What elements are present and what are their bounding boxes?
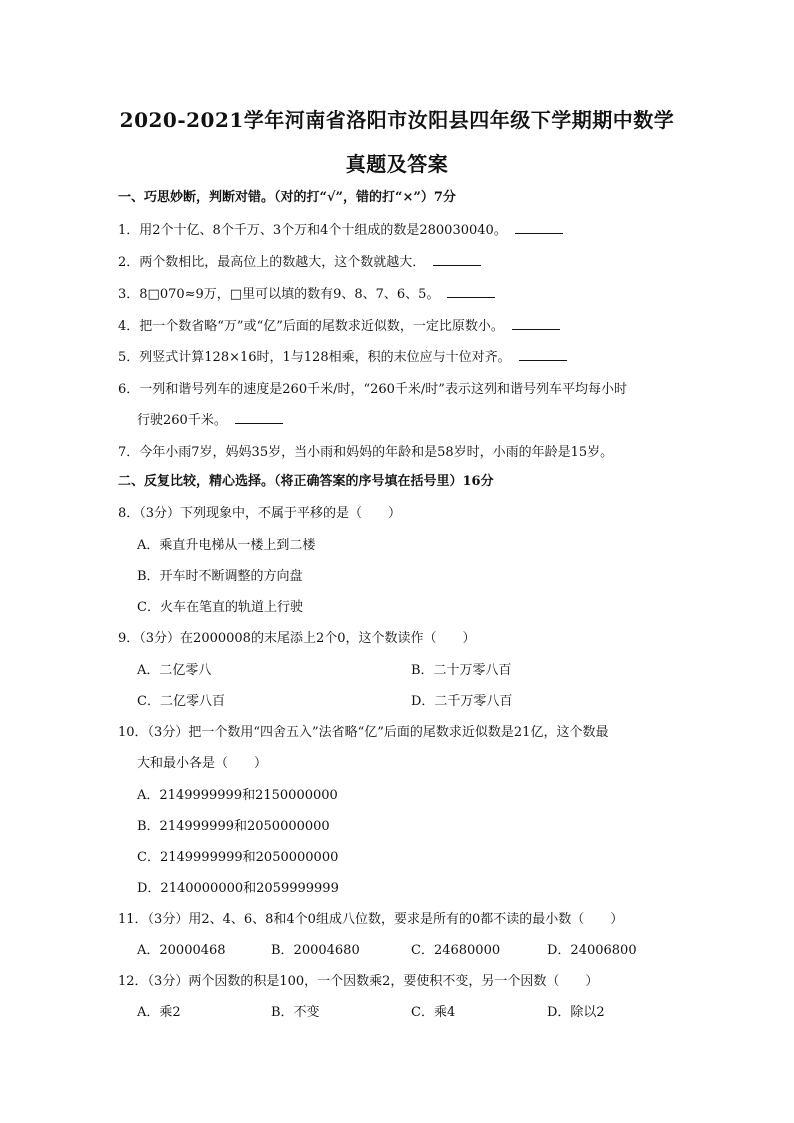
question-8-option-c: C．火车在笔直的轨道上行驶 bbox=[137, 600, 303, 615]
question-11-option-c: C．24680000 bbox=[411, 943, 501, 958]
question-11-option-a: A．20000468 bbox=[137, 943, 226, 958]
question-6-line-2 bbox=[137, 409, 283, 428]
question-10-option-d: D．2140000000和2059999999 bbox=[137, 881, 339, 896]
page-title-line-1: 2020-2021学年河南省洛阳市汝阳县四年级下学期期中数学 bbox=[119, 108, 675, 132]
question-12-option-c: C．乘4 bbox=[411, 1005, 456, 1020]
question-1 bbox=[118, 219, 563, 238]
question-12-option-a: A．乘2 bbox=[137, 1005, 181, 1020]
question-4 bbox=[118, 315, 560, 334]
question-5-text: 5．列竖式计算128×16时，1与128相乘，积的末位应与十位对齐。 bbox=[118, 350, 511, 365]
question-6-line-1: 6．一列和谐号列车的速度是260千米/时，“260千米/时”表示这列和谐号列车平均每小时 bbox=[118, 382, 627, 397]
answer-blank bbox=[515, 221, 563, 234]
question-11-option-b: B．20004680 bbox=[271, 943, 360, 958]
question-10-option-a: A．2149999999和2150000000 bbox=[137, 788, 338, 803]
question-10-option-c: C．2149999999和2050000000 bbox=[137, 850, 339, 865]
question-12-option-d: D．除以2 bbox=[547, 1005, 605, 1020]
question-1-text: 1．用2个十亿、8个千万、3个万和4个十组成的数是280030040。 bbox=[118, 223, 507, 238]
question-9-option-d: D．二千万零八百 bbox=[411, 694, 513, 709]
section-1-heading: 一、巧思妙断，判断对错。（对的打“√”，错的打“×”）7分 bbox=[118, 190, 456, 205]
question-9-option-a: A．二亿零八 bbox=[137, 663, 212, 678]
question-6-text: 行驶260千米。 bbox=[137, 413, 227, 428]
question-7: 7．今年小雨7岁，妈妈35岁，当小雨和妈妈的年龄和是58岁时，小雨的年龄是15岁。 bbox=[118, 445, 614, 460]
question-8-option-b: B．开车时不断调整的方向盘 bbox=[137, 569, 303, 584]
answer-blank bbox=[519, 348, 567, 361]
question-8: 8．（3分）下列现象中，不属于平移的是（ ） bbox=[118, 506, 402, 521]
question-9-option-c: C．二亿零八百 bbox=[137, 694, 225, 709]
question-12-option-b: B．不变 bbox=[271, 1005, 320, 1020]
answer-blank bbox=[433, 253, 481, 266]
section-2-heading: 二、反复比较，精心选择。（将正确答案的序号填在括号里）16分 bbox=[118, 474, 494, 489]
question-10-line-1: 10．（3分）把一个数用“四舍五入”法省略“亿”后面的尾数求近似数是21亿，这个数最 bbox=[118, 725, 609, 740]
page-title-line-2: 真题及答案 bbox=[345, 152, 449, 176]
question-12: 12．（3分）两个因数的积是100，一个因数乘2，要使积不变，另一个因数（ ） bbox=[118, 974, 599, 989]
question-8-option-a: A．乘直升电梯从一楼上到二楼 bbox=[137, 538, 316, 553]
question-2-text: 2．两个数相比，最高位上的数越大，这个数就越大． bbox=[118, 255, 426, 270]
question-10-option-b: B．214999999和2050000000 bbox=[137, 819, 330, 834]
question-11: 11．（3分）用2、4、6、8和4个0组成八位数，要求是所有的0都不读的最小数（ ） bbox=[118, 912, 624, 927]
question-9-option-b: B．二十万零八百 bbox=[411, 663, 512, 678]
question-2 bbox=[118, 251, 481, 270]
question-5 bbox=[118, 346, 567, 365]
question-4-text: 4．把一个数省略“万”或“亿”后面的尾数求近似数，一定比原数小。 bbox=[118, 319, 504, 334]
question-3-text: 3．8□070≈9万，□里可以填的数有9、8、7、6、5。 bbox=[118, 287, 440, 302]
answer-blank bbox=[447, 285, 495, 298]
question-3 bbox=[118, 283, 495, 302]
answer-blank bbox=[235, 411, 283, 424]
question-10-line-2: 大和最小各是（ ） bbox=[137, 756, 268, 771]
question-9: 9．（3分）在2000008的末尾添上2个0，这个数读作（ ） bbox=[118, 631, 476, 646]
question-11-option-d: D．24006800 bbox=[547, 943, 637, 958]
answer-blank bbox=[512, 317, 560, 330]
